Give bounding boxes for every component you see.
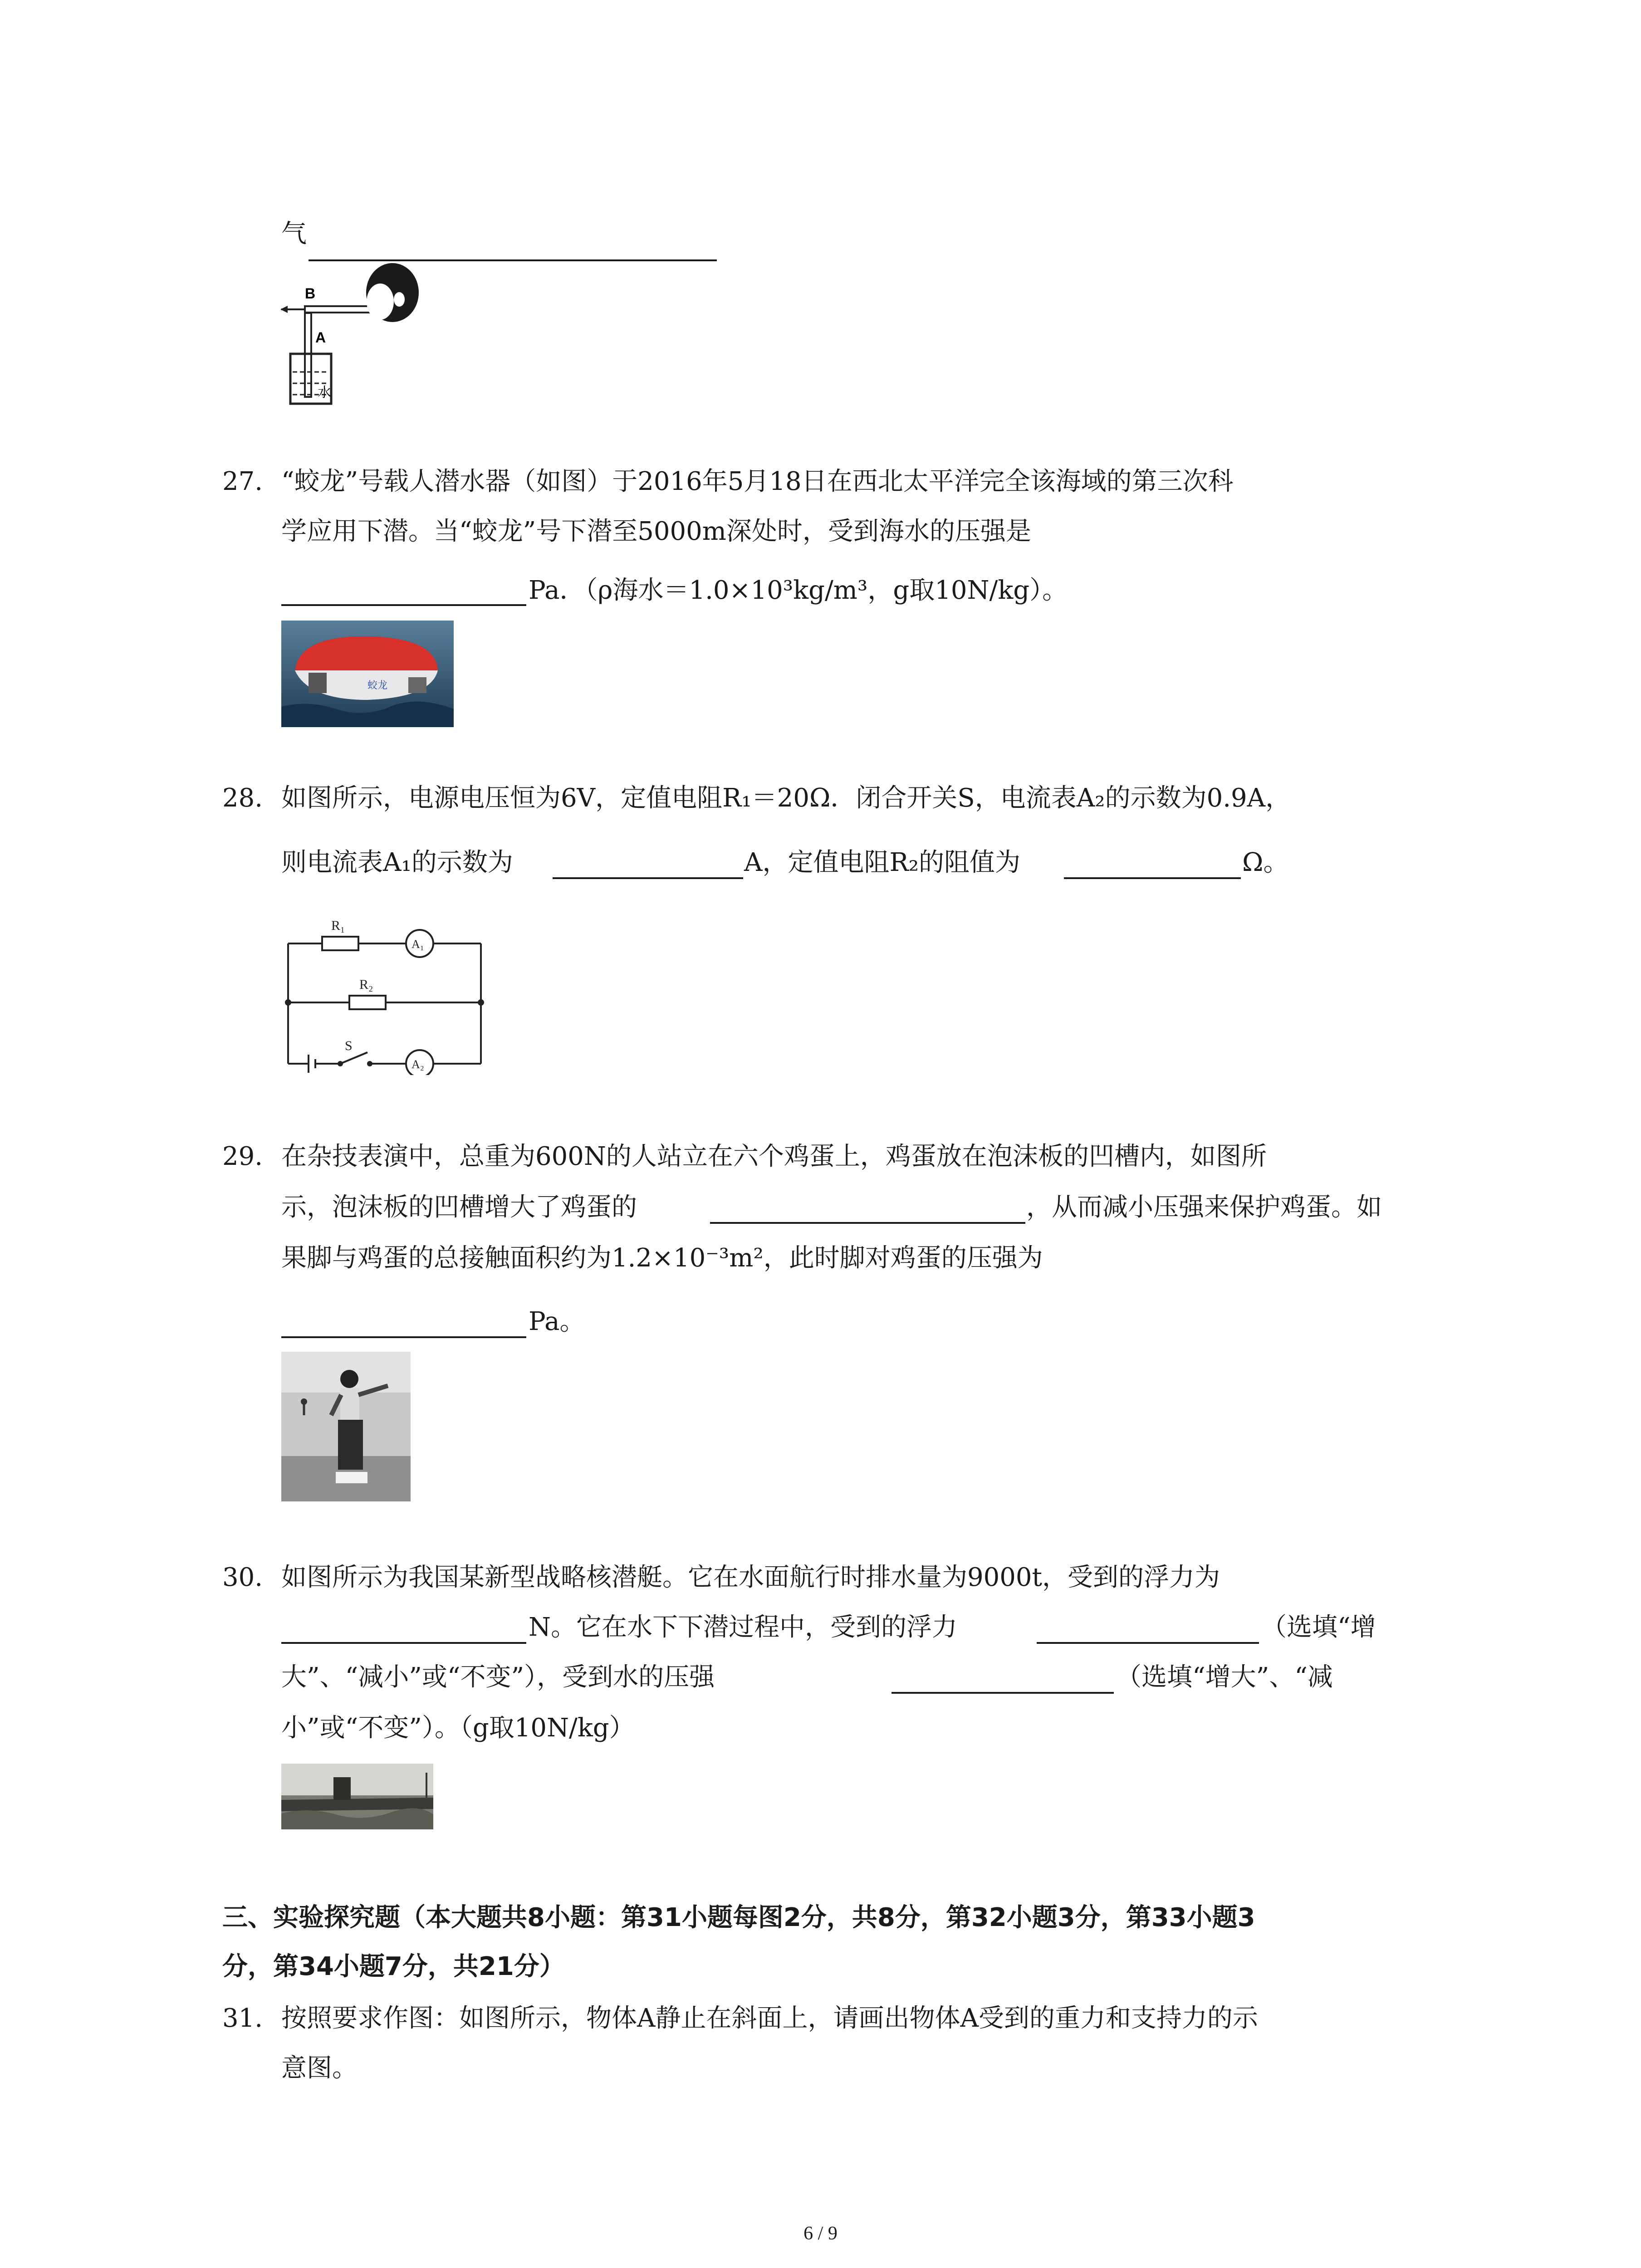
q30-line1: 如图所示为我国某新型战略核潜艇。它在水面航行时排水量为9000t，受到的浮力为 <box>281 1563 1220 1592</box>
q28-line2c: Ω。 <box>1242 848 1289 877</box>
q29-line2b: ，从而减小压强来保护鸡蛋。如 <box>1026 1193 1382 1222</box>
performer-trousers <box>338 1420 363 1470</box>
q30-line3b: （选填“增大”、“减 <box>1116 1662 1333 1692</box>
label-a2: A₂ <box>411 1058 424 1071</box>
q28-answer-blank-r2[interactable] <box>1064 877 1241 879</box>
q29-answer-blank-area[interactable] <box>710 1222 1025 1224</box>
q30-line4: 小”或“不变”）。（g取10N/kg） <box>281 1713 635 1743</box>
switch-s <box>340 1052 367 1064</box>
foam-board <box>336 1472 367 1483</box>
section-3-heading-line2: 分，第34小题7分，共21分） <box>222 1952 565 1981</box>
q28-line2b: A，定值电阻R₂的阻值为 <box>744 848 1021 877</box>
page-number: 6 / 9 <box>803 2223 838 2244</box>
submersible-photo <box>281 621 454 727</box>
q30-answer-blank-buoyancy[interactable] <box>281 1642 526 1644</box>
label-r1: R₁ <box>331 918 345 933</box>
submersible-hull-text: 蛟龙 <box>367 680 388 691</box>
q28-line1: 如图所示，电源电压恒为6V，定值电阻R₁＝20Ω．闭合开关S，电流表A₂的示数为0.9A， <box>281 783 1291 813</box>
q30-answer-blank-pressure-change[interactable] <box>892 1692 1114 1694</box>
q31-line1: 按照要求作图：如图所示，物体A静止在斜面上，请画出物体A受到的重力和支持力的示 <box>281 2004 1258 2033</box>
q27-answer-blank[interactable] <box>281 604 526 606</box>
q30-line3a: 大”、“减小”或“不变”），受到水的压强 <box>281 1662 715 1692</box>
q28-number: 28. <box>222 783 263 813</box>
label-r2: R₂ <box>359 977 373 992</box>
q30-answer-blank-float-change[interactable] <box>1037 1642 1259 1644</box>
section-3-heading-line1: 三、实验探究题（本大题共8小题：第31小题每图2分，共8分，第32小题3分，第33小题3 <box>222 1903 1255 1932</box>
q30-line2b: （选填“增 <box>1261 1613 1376 1642</box>
airflow-arrow-icon <box>280 306 288 313</box>
acrobat-photo <box>281 1352 411 1501</box>
q27-line1: “蛟龙”号载人潜水器（如图）于2016年5月18日在西北太平洋完全该海域的第三次科 <box>281 467 1234 496</box>
q29-line4: Pa。 <box>529 1307 585 1336</box>
q27-line2: 学应用下潜。当“蛟龙”号下潜至5000m深处时，受到海水的压强是 <box>281 517 1031 546</box>
submarine-sail <box>333 1777 351 1800</box>
q29-line3: 果脚与鸡蛋的总接触面积约为1.2×10⁻³m²，此时脚对鸡蛋的压强为 <box>281 1243 1043 1273</box>
performer-head <box>340 1370 358 1388</box>
label-a1: A₁ <box>411 938 424 951</box>
label-s: S <box>345 1038 353 1053</box>
q27-number: 27. <box>222 467 263 496</box>
resistor-r1 <box>322 937 358 950</box>
label-a: A <box>315 329 326 346</box>
circuit-diagram <box>281 903 490 1075</box>
q30-number: 30. <box>222 1563 263 1592</box>
resistor-r2 <box>349 996 386 1009</box>
straw-experiment-figure <box>277 259 426 408</box>
q29-line2a: 示，泡沫板的凹槽增大了鸡蛋的 <box>281 1193 637 1222</box>
q29-answer-blank-pressure[interactable] <box>281 1336 526 1338</box>
label-b: B <box>305 285 316 302</box>
q30-line2a: N。它在水下下潜过程中，受到的浮力 <box>529 1613 957 1642</box>
q29-number: 29. <box>222 1142 263 1171</box>
performer-body <box>340 1388 359 1420</box>
horizontal-tube <box>305 306 373 313</box>
submarine-photo <box>281 1764 433 1829</box>
q31-line2: 意图。 <box>281 2053 358 2083</box>
q28-line2a: 则电流表A₁的示数为 <box>281 848 513 877</box>
q29-line1: 在杂技表演中，总重为600N的人站立在六个鸡蛋上，鸡蛋放在泡沫板的凹槽内，如图所 <box>281 1142 1267 1171</box>
q28-answer-blank-a1[interactable] <box>553 877 743 879</box>
q27-line3: Pa．（ρ海水＝1.0×10³kg/m³，g取10N/kg）。 <box>529 576 1068 605</box>
q26-tail-text: 气 <box>281 219 307 249</box>
q31-number: 31. <box>222 2004 263 2033</box>
label-water: 水 <box>318 385 331 401</box>
